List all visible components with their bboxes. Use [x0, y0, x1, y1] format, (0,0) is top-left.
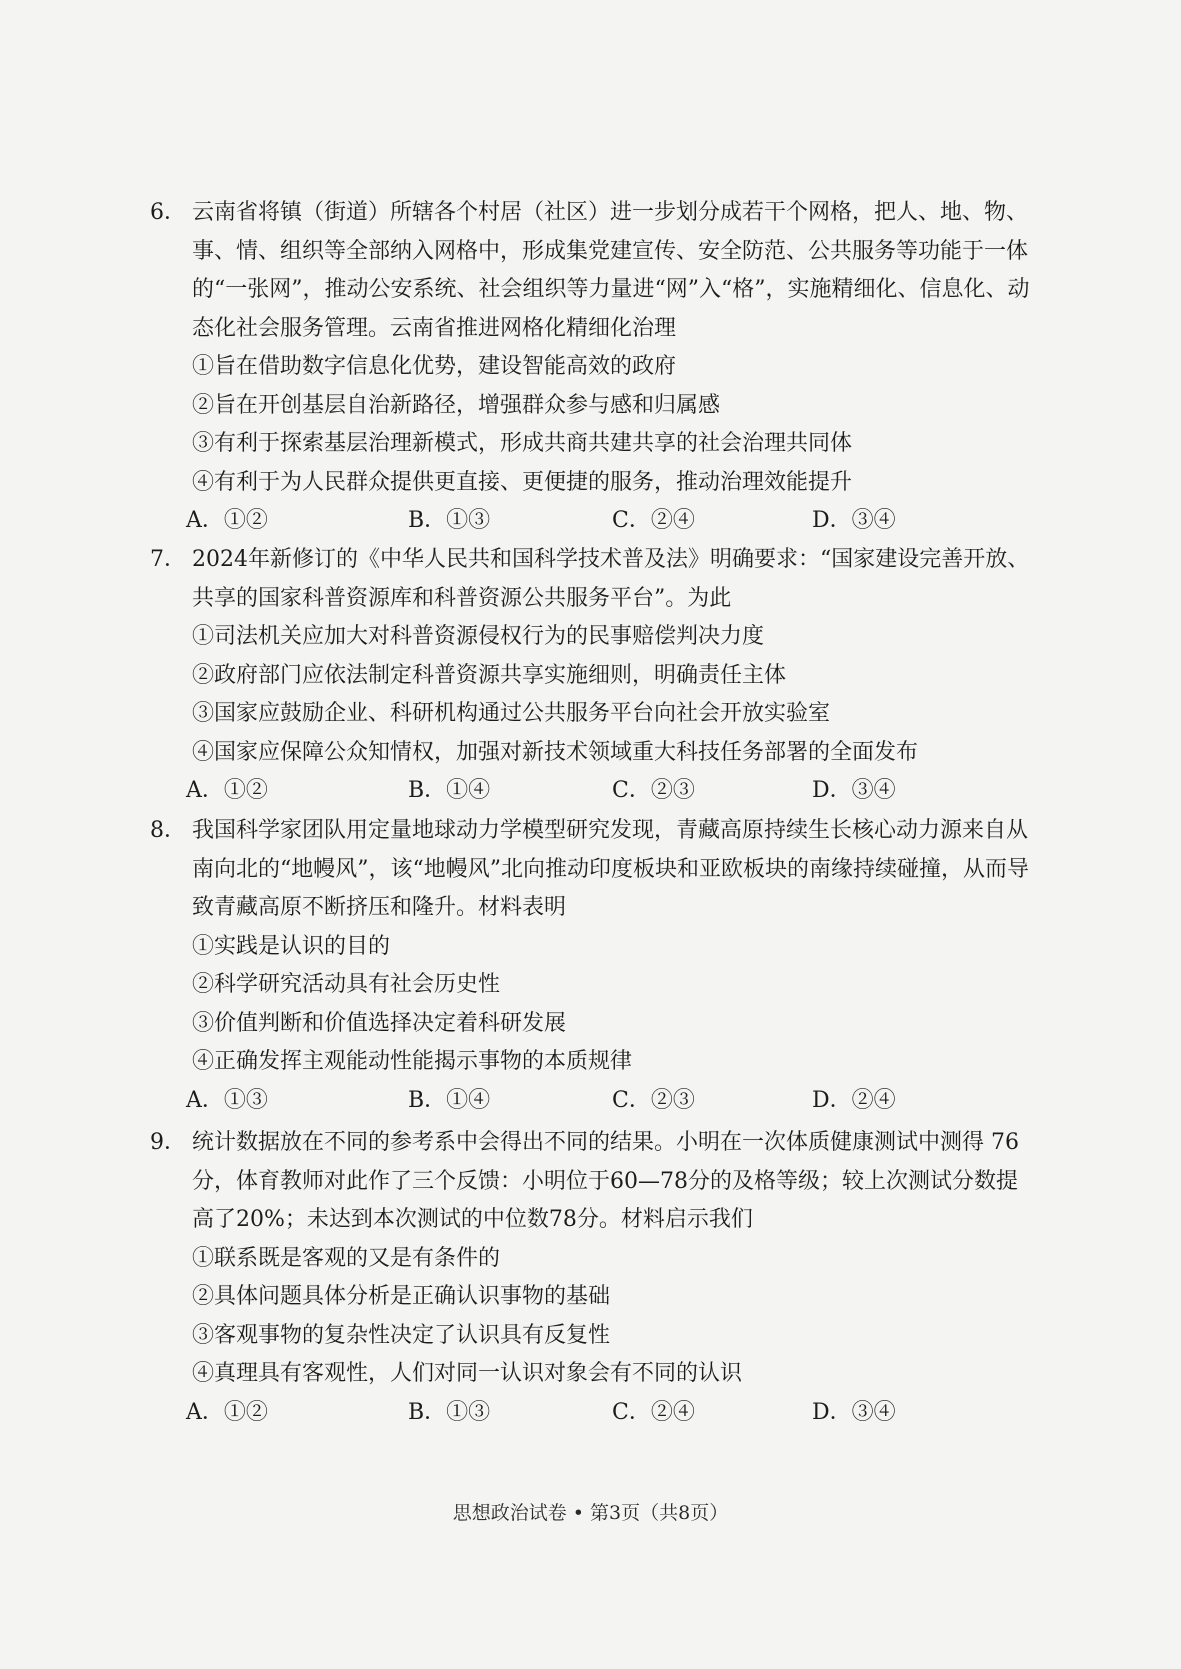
question-8 — [150, 812, 1030, 1120]
question-7 — [150, 541, 1030, 811]
answer-choices — [150, 1394, 1030, 1433]
choice-a: A．①② — [186, 508, 268, 533]
option-4: ④真理具有客观性，人们对同一认识对象会有不同的认识 — [192, 1361, 743, 1386]
question-stem — [150, 812, 1030, 928]
option-2: ②科学研究活动具有社会历史性 — [192, 972, 501, 997]
choice-a: A．①② — [186, 778, 268, 803]
question-text: 云南省将镇（街道）所辖各个村居（社区）进一步划分成若干个网格，把人、地、物、事、情、组织等全部纳入网格中，形成集党建宣传、安全防范、公共服务等功能于一体的“一张网”，推动公安系统、社会组织等力量进“网”入“格”，实施精细化、信息化、动态化社会服务管理。云南省推进网格化精细化治理 — [192, 200, 1030, 341]
option-3: ③价值判断和价值选择决定着科研发展 — [192, 1010, 567, 1036]
choice-a: A．①③ — [186, 1087, 268, 1113]
option-3: ③客观事物的复杂性决定了认识具有反复性 — [192, 1322, 611, 1348]
answer-choices — [150, 1082, 1030, 1121]
choice-d: D．③④ — [812, 508, 896, 533]
choice-b: B．①④ — [408, 778, 491, 803]
choice-d: D．③④ — [812, 1399, 896, 1425]
question-number: 8． — [150, 818, 186, 843]
option-4: ④国家应保障公众知情权，加强对新技术领域重大科技任务部署的全面发布 — [192, 739, 919, 765]
choice-b: B．①③ — [408, 508, 491, 533]
page-footer: 思想政治试卷 • 第3页（共8页） — [452, 1502, 729, 1524]
question-text: 我国科学家团队用定量地球动力学模型研究发现，青藏高原持续生长核心动力源来自从南向北的“地幔风”，该“地幔风”北向推动印度板块和亚欧板块的南缘持续碰撞，从而导致青藏高原不断挤压和隆升。材料表明 — [192, 818, 1029, 920]
option-2: ②具体问题具体分析是正确认识事物的基础 — [192, 1284, 611, 1309]
question-text: 统计数据放在不同的参考系中会得出不同的结果。小明在一次体质健康测试中测得 76分，体育教师对此作了三个反馈：小明位于60—78分的及格等级；较上次测试分数提高了20%；未达到本次测试的中位数78分。材料启示我们 — [192, 1130, 1019, 1232]
option-1: ①司法机关应加大对科普资源侵权行为的民事赔偿判决力度 — [192, 624, 765, 649]
option-3: ③有利于探索基层治理新模式，形成共商共建共享的社会治理共同体 — [192, 431, 853, 456]
option-1: ①联系既是客观的又是有条件的 — [192, 1245, 501, 1271]
question-6 — [150, 194, 1030, 541]
question-stem — [150, 1124, 1030, 1240]
option-4: ④正确发挥主观能动性能揭示事物的本质规律 — [192, 1049, 633, 1074]
option-2: ②政府部门应依法制定科普资源共享实施细则，明确责任主体 — [192, 662, 787, 688]
question-9 — [150, 1124, 1030, 1432]
question-text: 2024年新修订的《中华人民共和国科学技术普及法》明确要求：“国家建设完善开放、共享的国家科普资源库和科普资源公共服务平台”。为此 — [192, 547, 1030, 611]
question-number: 9． — [150, 1130, 186, 1155]
option-3: ③国家应鼓励企业、科研机构通过公共服务平台向社会开放实验室 — [192, 701, 831, 726]
choice-c: C．②④ — [612, 508, 695, 533]
choice-d: D．②④ — [812, 1087, 896, 1113]
choice-b: B．①④ — [408, 1087, 491, 1113]
question-stem — [150, 541, 1030, 618]
choice-a: A．①② — [186, 1399, 268, 1425]
choice-c: C．②③ — [612, 778, 695, 803]
question-number: 6． — [150, 200, 186, 225]
question-number: 7． — [150, 547, 186, 572]
option-1: ①实践是认识的目的 — [192, 933, 391, 959]
question-stem — [150, 194, 1030, 348]
choice-c: C．②④ — [612, 1399, 695, 1425]
choice-c: C．②③ — [612, 1087, 695, 1113]
choice-d: D．③④ — [812, 778, 896, 803]
answer-choices — [150, 502, 1030, 541]
answer-choices — [150, 772, 1030, 811]
option-4: ④有利于为人民群众提供更直接、更便捷的服务，推动治理效能提升 — [192, 469, 853, 495]
choice-b: B．①③ — [408, 1399, 491, 1425]
option-2: ②旨在开创基层自治新路径，增强群众参与感和归属感 — [192, 392, 721, 418]
option-1: ①旨在借助数字信息化优势，建设智能高效的政府 — [192, 354, 677, 379]
